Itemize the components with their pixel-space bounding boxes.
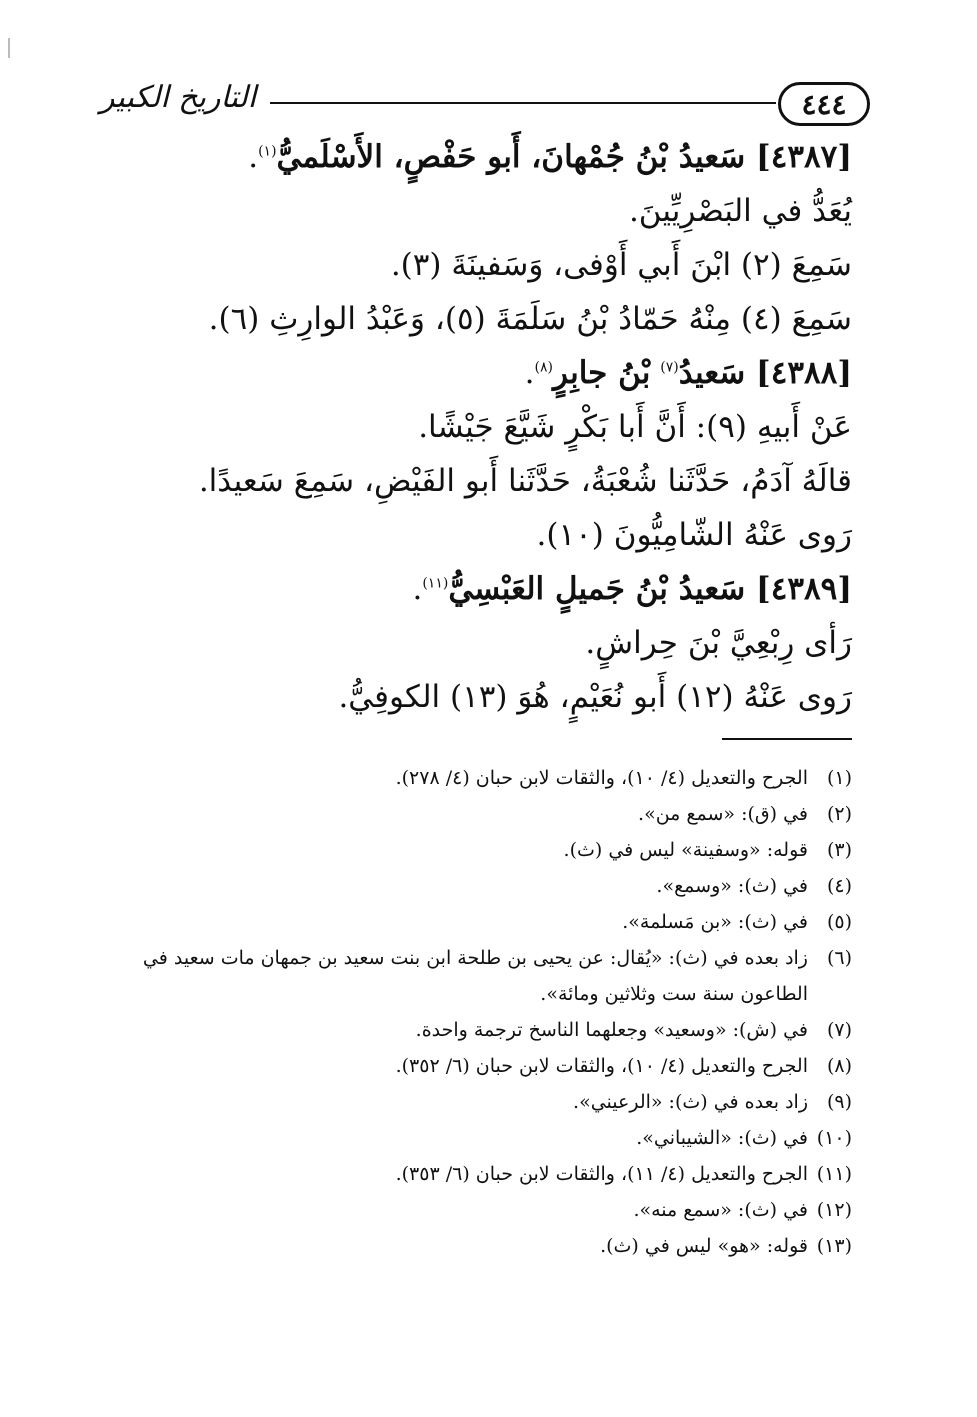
footnote: (٨) الجرح والتعديل (٤/ ١٠)، والثقات لابن حبان (٦/ ٣٥٢). [395, 1055, 852, 1077]
footnote: (٣) قوله: «وسفينة» ليس في (ث). [563, 839, 852, 861]
header-rule [270, 102, 776, 104]
text-line: عَنْ أَبيهِ (٩): أَنَّ أَبا بَكْرٍ شَيَّعَ جَيْشًا. [418, 409, 852, 445]
footnote: (٧) في (ش): «وسعيد» وجعلهما الناسخ ترجمة واحدة. [415, 1019, 852, 1041]
page-header [100, 78, 870, 138]
text-line: رَوى عَنْهُ الشّامِيُّونَ (١٠). [536, 517, 852, 553]
margin-mark [8, 38, 10, 58]
footnote-continuation: الطاعون سنة ست وثلاثين ومائة». [540, 983, 808, 1005]
entry-heading: [٤٣٨٩] سَعيدُ بْنُ جَميلٍ العَبْسِيُّ$^{(١١)}$. [412, 571, 852, 607]
footnote: (١) الجرح والتعديل (٤/ ١٠)، والثقات لابن حبان (٤/ ٢٧٨). [395, 767, 852, 789]
footnote: (١١) الجرح والتعديل (٤/ ١١)، والثقات لابن حبان (٦/ ٣٥٣). [395, 1163, 852, 1185]
footnote: (١٠) في (ث): «الشيباني». [636, 1127, 852, 1149]
entry-heading: [٤٣٨٨] سَعيدُ$^{(٧)}$ بْنُ جابِرٍ$^{(٨)}$. [524, 355, 852, 391]
footnote-separator [722, 738, 852, 740]
text-line: سَمِعَ (٢) ابْنَ أَبي أَوْفى، وَسَفينَةَ (٣). [390, 247, 852, 283]
text-line: سَمِعَ (٤) مِنْهُ حَمّادُ بْنُ سَلَمَةَ (٥)، وَعَبْدُ الوارِثِ (٦). [208, 301, 852, 337]
footnote: (١٢) في (ث): «سمع منه». [633, 1199, 852, 1221]
footnote: (٥) في (ث): «بن مَسلمة». [622, 911, 852, 933]
entry-heading: [٤٣٨٧] سَعيدُ بْنُ جُمْهانَ، أَبو حَفْصٍ، الأَسْلَميُّ$^{(١)}$. [248, 139, 852, 175]
page-number: ٤٤٤ [778, 82, 870, 126]
text-line: يُعَدُّ في البَصْرِيِّينَ. [628, 193, 852, 229]
text-line: رَأى رِبْعِيَّ بْنَ حِراشٍ. [585, 625, 852, 661]
footnote: (٢) في (ق): «سمع من». [638, 803, 852, 825]
footnote: (٦) زاد بعده في (ث): «يُقال: عن يحيى بن طلحة ابن بنت سعيد بن جمهان مات سعيد في [142, 947, 852, 969]
footnote: (٤) في (ث): «وسمع». [656, 875, 852, 897]
book-title: التاريخ الكبير [100, 80, 257, 115]
footnote: (٩) زاد بعده في (ث): «الرعيني». [573, 1091, 852, 1113]
footnotes [107, 760, 852, 1264]
footnote: (١٣) قوله: «هو» ليس في (ث). [600, 1235, 852, 1257]
text-line: رَوى عَنْهُ (١٢) أَبو نُعَيْمٍ، هُوَ (١٣) الكوفِيُّ. [338, 679, 852, 715]
main-text [112, 130, 852, 724]
text-line: قالَهُ آدَمُ، حَدَّثَنا شُعْبَةُ، حَدَّثَنا أَبو الفَيْضِ، سَمِعَ سَعيدًا. [198, 463, 852, 499]
